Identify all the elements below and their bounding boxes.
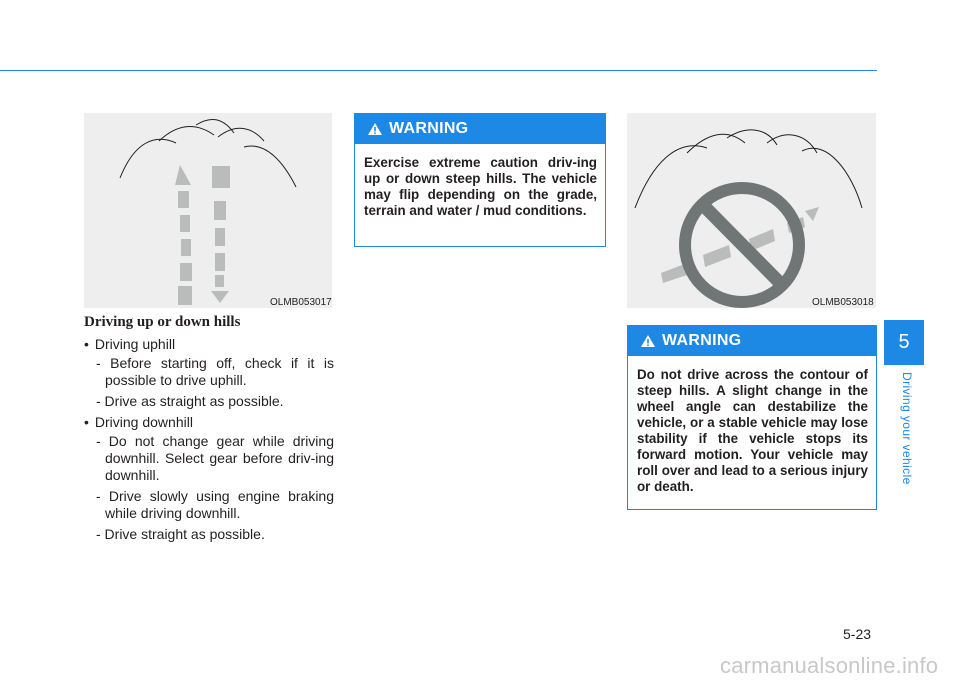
watermark: carmanualsonline.info	[720, 653, 939, 678]
warning-triangle-icon	[367, 122, 383, 136]
body-text	[84, 314, 334, 547]
downhill-item: - Drive straight as possible.	[96, 526, 265, 542]
figure-code-right: OLMB053018	[812, 297, 874, 308]
warning-text: Exercise extreme caution driv-ing up or down steep hills. The vehicle may flip depending on the grade, terrain and water / mud conditions.	[364, 155, 597, 218]
top-rule	[0, 70, 877, 71]
prohibited-drawing	[627, 113, 876, 308]
bullet-uphill: • Driving uphill	[84, 336, 334, 353]
hill-drawing	[84, 113, 332, 308]
warning-box-contour	[627, 325, 877, 510]
downhill-item: - Do not change gear while driving downhill. Select gear before driv-ing downhill.	[96, 433, 334, 483]
contour-crossing-prohibited-illustration	[627, 113, 876, 308]
uphill-downhill-illustration	[84, 113, 332, 308]
figure-code-left: OLMB053017	[270, 297, 332, 308]
section-heading: Driving up or down hills	[84, 314, 241, 330]
warning-triangle-icon	[640, 334, 656, 348]
warning-title: WARNING	[389, 120, 469, 137]
uphill-item: - Drive as straight as possible.	[96, 393, 284, 409]
warning-box-steep-hills	[354, 113, 606, 247]
bullet-downhill: • Driving downhill	[84, 414, 334, 431]
uphill-item: - Before starting off, check if it is possible to drive uphill.	[96, 355, 334, 388]
warning-text: Do not drive across the contour of steep hills. A slight change in the wheel angle can destabilize the vehicle, or a stable vehicle may lose stability if the vehicle stops its forward motion. Your vehicle may roll over and lead to a serious injury or death.	[637, 367, 868, 494]
chapter-tab: 5	[884, 320, 924, 365]
page-number: 5-23	[843, 626, 872, 642]
warning-header	[355, 114, 605, 144]
downhill-item: - Drive slowly using engine braking while driving downhill.	[96, 488, 334, 521]
warning-header	[628, 326, 876, 356]
warning-title: WARNING	[662, 332, 742, 349]
chapter-title: Driving your vehicle	[900, 372, 914, 485]
